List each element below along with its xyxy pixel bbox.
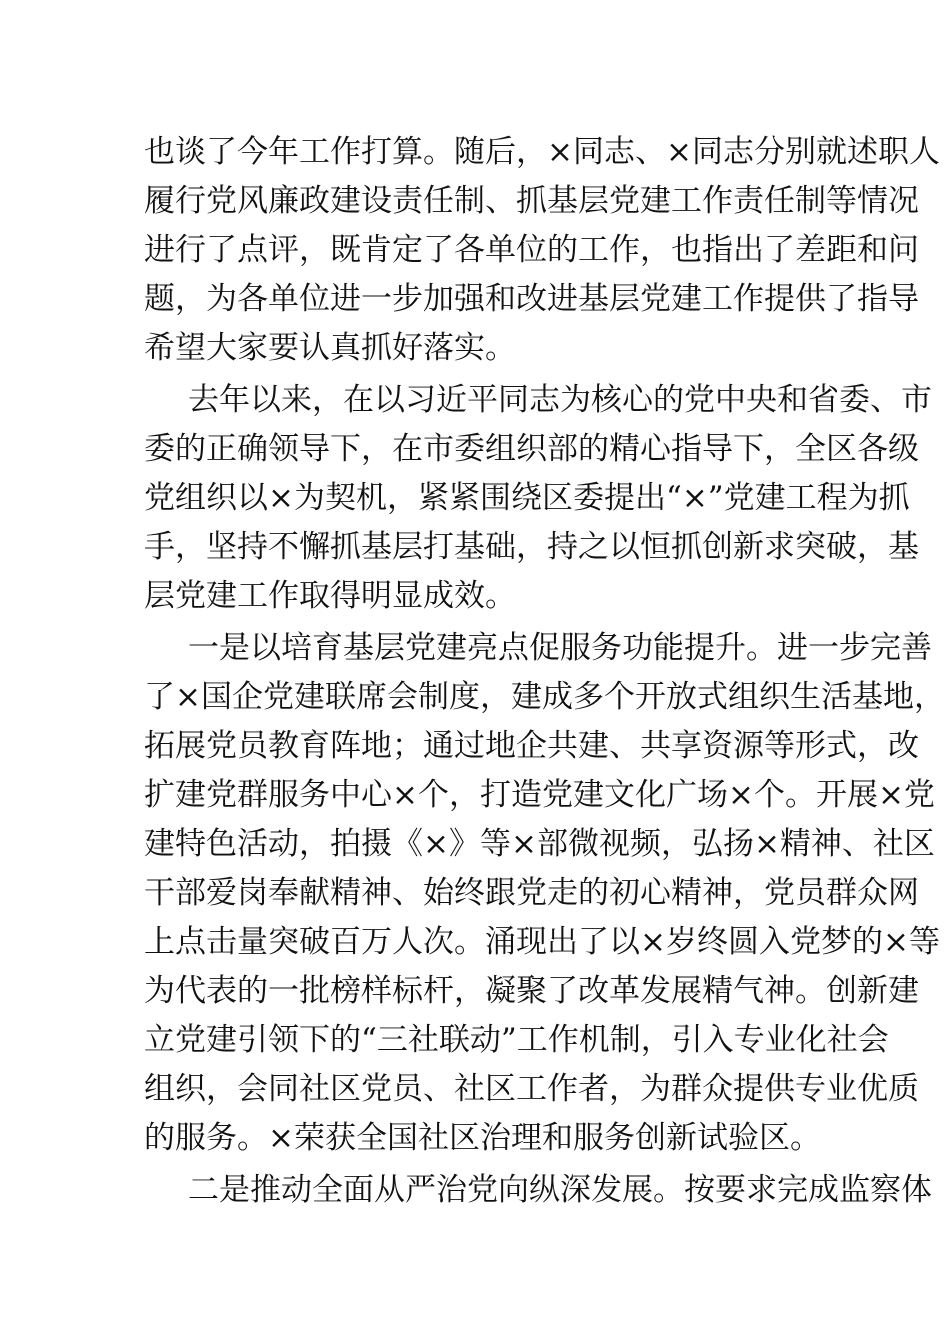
text-line: 题，为各单位进一步加强和改进基层党建工作提供了指导 xyxy=(144,281,919,317)
text-line: 进行了点评，既肯定了各单位的工作，也指出了差距和问 xyxy=(144,232,919,268)
text-line: 委的正确领导下，在市委组织部的精心指导下，全区各级 xyxy=(144,431,919,467)
text-line: 希望大家要认真抓好落实。 xyxy=(144,330,516,366)
text-line: 了×国企党建联席会制度，建成多个开放式组织生活基地， xyxy=(144,679,945,715)
text-line: 干部爱岗奉献精神、始终跟党走的初心精神，党员群众网 xyxy=(144,875,919,911)
text-line: 层党建工作取得明显成效。 xyxy=(144,578,516,614)
text-line: 手，坚持不懈抓基层打基础，持之以恒抓创新求突破，基 xyxy=(144,529,919,565)
paragraph-first-line: 一是以培育基层党建亮点促服务功能提升。进一步完善 xyxy=(188,630,932,666)
text-line: 立党建引领下的“三社联动”工作机制，引入专业化社会 xyxy=(144,1022,889,1058)
text-line: 上点击量突破百万人次。涌现出了以×岁终圆入党梦的×等 xyxy=(144,924,940,960)
text-line: 履行党风廉政建设责任制、抓基层党建工作责任制等情况 xyxy=(144,183,919,219)
text-line: 建特色活动，拍摄《×》等×部微视频，弘扬×精神、社区 xyxy=(144,826,935,862)
text-line: 为代表的一批榜样标杆，凝聚了改革发展精气神。创新建 xyxy=(144,973,919,1009)
text-line: 的服务。×荣获全国社区治理和服务创新试验区。 xyxy=(144,1120,821,1156)
text-line: 也谈了今年工作打算。随后，×同志、×同志分别就述职人 xyxy=(144,134,940,170)
text-line: 组织，会同社区党员、社区工作者，为群众提供专业优质 xyxy=(144,1071,919,1107)
text-line: 党组织以×为契机，紧紧围绕区委提出“×”党建工程为抓 xyxy=(144,480,910,516)
paragraph-first-line: 去年以来，在以习近平同志为核心的党中央和省委、市 xyxy=(188,382,932,418)
text-line: 拓展党员教育阵地；通过地企共建、共享资源等形式，改 xyxy=(144,728,919,764)
text-line: 扩建党群服务中心×个，打造党建文化广场×个。开展×党 xyxy=(144,777,935,813)
paragraph-first-line: 二是推动全面从严治党向纵深发展。按要求完成监察体 xyxy=(188,1172,932,1208)
